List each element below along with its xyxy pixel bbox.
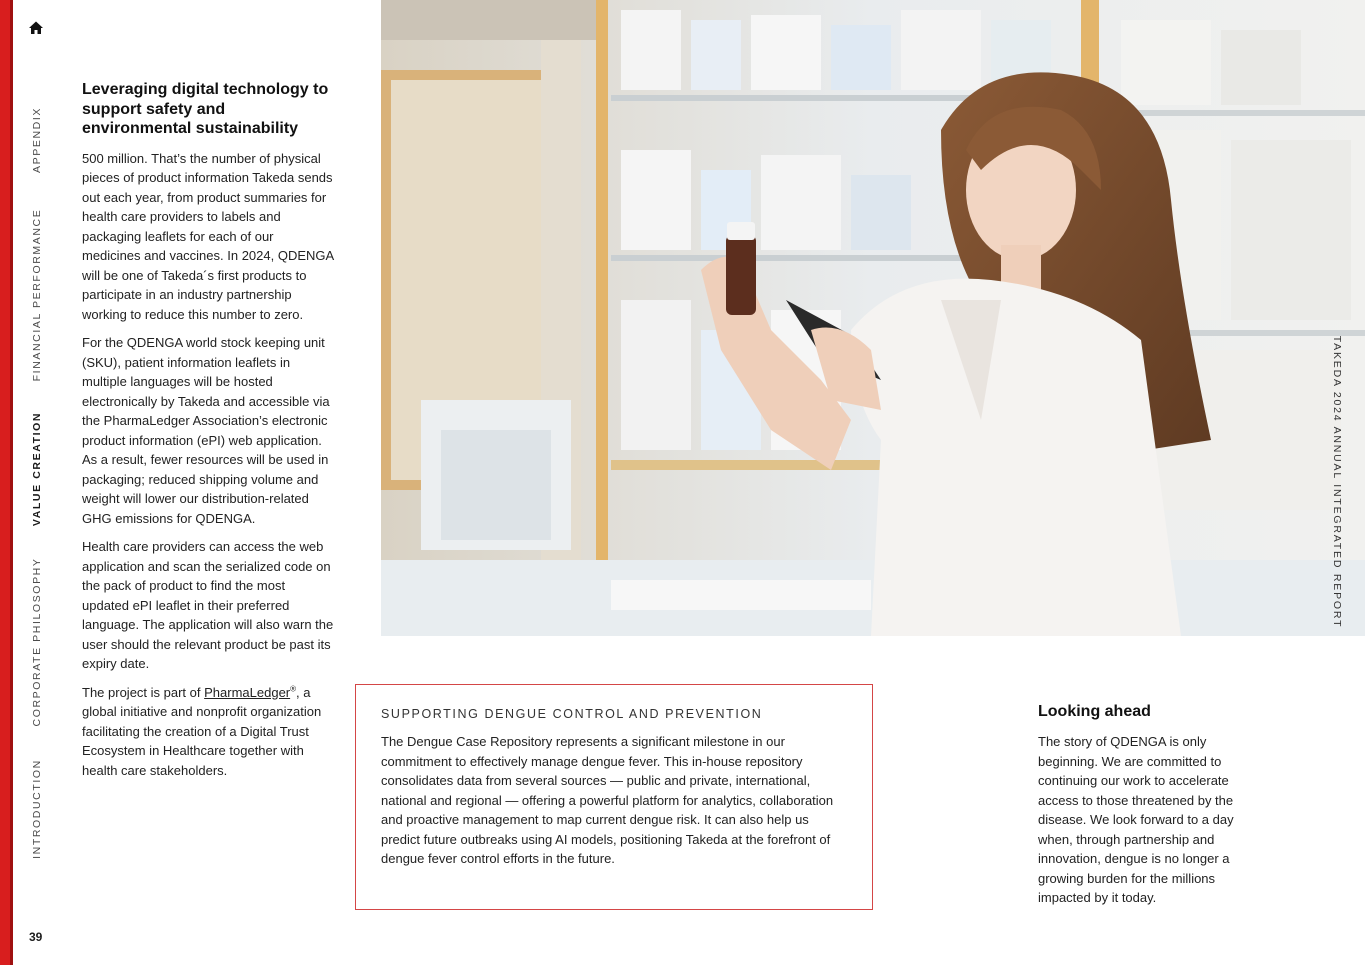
section-nav [22,80,52,870]
paragraph: For the QDENGA world stock keeping unit (SKU), patient information leaflets in multiple languages will be hosted electronically by Takeda and accessible via the PharmaLedger Association’s electronic product information (ePI) web application. As a result, fewer resources will be used in packaging; reduced shipping volume and weight will lower our distribution-related GHG emissions for QDENGA. [82,335,330,526]
paragraph-prefix: The project is part of [82,684,205,700]
registered-mark: ® [290,684,297,694]
looking-ahead-heading: Looking ahead [1038,703,1151,720]
nav-item-value-creation[interactable]: VALUE CREATION [31,411,43,527]
nav-item-appendix[interactable]: APPENDIX [31,107,43,173]
dengue-callout-box [355,684,873,910]
paragraph-pharmaledger [82,683,334,781]
page-number: 39 [29,930,43,944]
nav-item-introduction[interactable]: INTRODUCTION [31,759,43,859]
home-button[interactable] [28,20,46,36]
pharmacist-photo [381,0,1365,636]
paragraph-suffix: , a global initiative and nonprofit organization facilitating the creation of a Digital Trust Ecosystem in Healthcare together with health care stakeholders. [82,684,322,778]
section-heading: Leveraging digital technology to support safety and environmental sustainability [82,81,329,137]
looking-ahead-body: The story of QDENGA is only beginning. We are committed to continuing our work to accelerate access to those threatened by the disease. We look forward to a day when, through partnership and innovation, dengue is no longer a growing burden for the millions impacted by it today. [1038,734,1234,905]
paragraph: 500 million. That’s the number of physical pieces of product information Takeda sends out each year, from product summaries for health care providers to labels and packaging leaflets for each of our medicines and vaccines. In 2024, QDENGA will be one of Takeda´s first products to participate in an industry partnership working to reduce this number to zero. [82,150,334,322]
left-column [82,80,334,789]
callout-title: SUPPORTING DENGUE CONTROL AND PREVENTION [381,707,763,721]
paragraph: Health care providers can access the web application and scan the serialized code on the pack of product to find the most updated ePI leaflet in their preferred language. The application will also warn the user should the relevant product be past its expiry date. [82,539,334,671]
home-icon [28,20,44,36]
callout-body: The Dengue Case Repository represents a significant milestone in our commitment to effectively manage dengue fever. This in-house repository consolidates data from several sources — public and private, international, national and regional — offering a powerful platform for analytics, collaboration and proactive management to map current dengue risk. It can also help us predict future outbreaks using AI models, positioning Takeda at the forefront of dengue fever control efforts in the future. [381,734,834,866]
accent-bar [0,0,13,965]
report-title: TAKEDA 2024 ANNUAL INTEGRATED REPORT [1331,335,1343,629]
pharmaledger-link[interactable]: PharmaLedger [204,684,291,700]
nav-item-corporate-philosophy[interactable]: CORPORATE PHILOSOPHY [31,557,43,727]
nav-item-financial-performance[interactable]: FINANCIAL PERFORMANCE [31,208,43,382]
right-column [1038,703,1268,917]
